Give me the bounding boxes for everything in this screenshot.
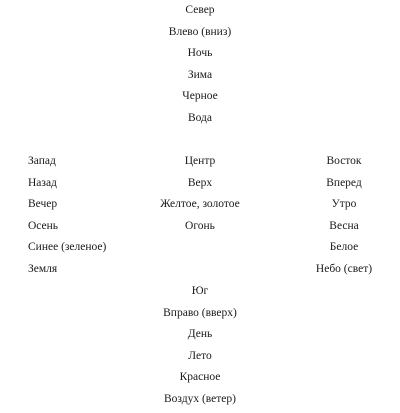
center-item-direction: Центр <box>184 155 216 167</box>
north-item-orientation: Влево (вниз) <box>168 25 232 38</box>
west-item-season: Осень <box>28 219 59 232</box>
east-item-element: Небо (свет) <box>315 262 373 275</box>
south-item-element: Воздух (ветер) <box>164 392 236 405</box>
west-item-element: Земля <box>28 262 58 275</box>
west-item-direction: Запад <box>28 155 56 167</box>
east-item-season: Весна <box>329 219 359 232</box>
south-item-direction: Юг <box>191 285 209 297</box>
east-item-color: Белое <box>329 241 359 253</box>
north-item-direction: Север <box>185 4 215 16</box>
north-item-color: Черное <box>182 90 218 102</box>
west-item-time-of-day: Вечер <box>28 198 58 210</box>
north-group <box>0 0 400 129</box>
south-item-time-of-day: День <box>187 328 213 340</box>
east-item-time-of-day: Утро <box>331 198 357 210</box>
west-item-color: Синее (зеленое) <box>28 241 107 253</box>
center-item-color: Желтое, золотое <box>160 198 240 210</box>
south-item-color: Красное <box>179 371 221 383</box>
north-item-season: Зима <box>187 68 213 81</box>
south-item-orientation: Вправо (вверх) <box>163 306 237 319</box>
north-item-time-of-day: Ночь <box>187 47 213 59</box>
east-item-orientation: Вперед <box>326 176 362 189</box>
east-item-direction: Восток <box>326 155 362 167</box>
east-group <box>294 151 394 280</box>
center-item-orientation: Верх <box>187 176 213 189</box>
south-group <box>0 281 400 410</box>
south-item-season: Лето <box>188 349 212 362</box>
west-item-orientation: Назад <box>28 176 57 189</box>
north-item-element: Вода <box>187 111 213 124</box>
center-item-element: Огонь <box>185 219 215 232</box>
